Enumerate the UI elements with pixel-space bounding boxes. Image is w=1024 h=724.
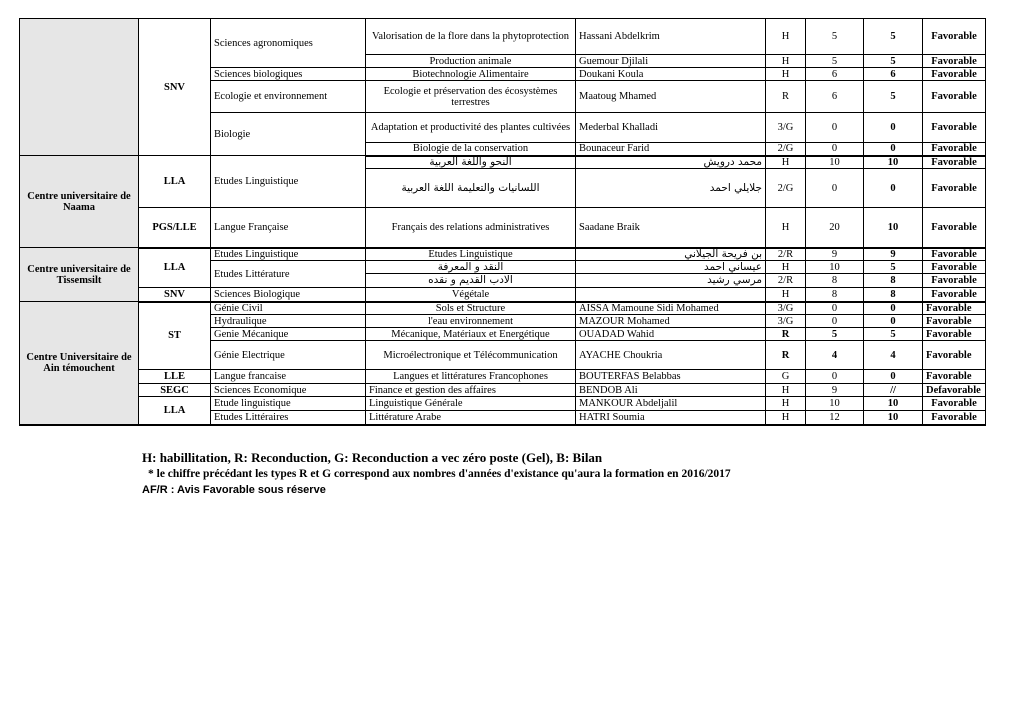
responsible-cell: HATRI Soumia [576, 411, 766, 425]
sector-cell: Etudes Littéraires [211, 411, 366, 425]
count-bold-cell: 0 [864, 143, 923, 156]
institution-cell-tissemsilt: Centre universitaire de Tissemsilt [20, 248, 139, 302]
avis-cell: Favorable [923, 169, 986, 208]
speciality-cell: Etudes Linguistique [366, 248, 576, 261]
avis-cell: Favorable [923, 411, 986, 425]
responsible-cell: Hassani Abdelkrim [576, 19, 766, 55]
type-cell: R [766, 328, 806, 341]
sector-cell: Etudes Linguistique [211, 248, 366, 261]
legend-note: * le chiffre précédant les types R et G correspond aux nombres d'années d'existance qu'aura la formation en 2016/2017 [148, 468, 731, 480]
avis-cell: Favorable [923, 113, 986, 143]
table-row [20, 370, 986, 384]
count-bold-cell: 10 [864, 156, 923, 169]
count-cell: 10 [806, 156, 864, 169]
avis-cell: Favorable [923, 370, 986, 384]
sector-cell: Sciences agronomiques [211, 19, 366, 68]
responsible-cell: Maatoug Mhamed [576, 81, 766, 113]
speciality-cell: Linguistique Générale [366, 397, 576, 411]
speciality-cell: Mécanique, Matériaux et Energétique [366, 328, 576, 341]
speciality-cell: Production animale [366, 55, 576, 68]
type-cell: 3/G [766, 113, 806, 143]
count-bold-cell: 4 [864, 341, 923, 370]
responsible-cell: عيساني احمد [576, 261, 766, 274]
type-cell: H [766, 55, 806, 68]
speciality-cell: Finance et gestion des affaires [366, 384, 576, 397]
sector-cell: Génie Civil [211, 302, 366, 315]
avis-cell: Favorable [923, 328, 986, 341]
count-cell: 6 [806, 81, 864, 113]
count-cell: 0 [806, 302, 864, 315]
count-bold-cell: 0 [864, 113, 923, 143]
type-cell: 3/G [766, 302, 806, 315]
sector-cell: Génie Electrique [211, 341, 366, 370]
speciality-cell: النقد و المعرفة [366, 261, 576, 274]
count-cell: 0 [806, 143, 864, 156]
count-bold-cell: 9 [864, 248, 923, 261]
count-bold-cell: 5 [864, 55, 923, 68]
institution-cell-ain-temouchent: Centre Universitaire de Ain témouchent [20, 302, 139, 425]
sector-cell: Sciences Biologique [211, 288, 366, 302]
domain-cell: LLA [139, 156, 211, 208]
responsible-cell: Mederbal Khalladi [576, 113, 766, 143]
count-cell: 10 [806, 261, 864, 274]
responsible-cell: محمد درويش [576, 156, 766, 169]
type-cell: H [766, 397, 806, 411]
type-cell: H [766, 384, 806, 397]
avis-cell: Favorable [923, 156, 986, 169]
count-bold-cell: 5 [864, 328, 923, 341]
count-cell: 0 [806, 315, 864, 328]
responsible-cell: Saadane Braik [576, 208, 766, 248]
responsible-cell: MANKOUR Abdeljalil [576, 397, 766, 411]
avis-cell: Favorable [923, 315, 986, 328]
type-cell: 2/G [766, 143, 806, 156]
responsible-cell: MAZOUR Mohamed [576, 315, 766, 328]
type-cell: H [766, 208, 806, 248]
avis-cell: Favorable [923, 274, 986, 288]
type-cell: H [766, 156, 806, 169]
count-bold-cell: 8 [864, 288, 923, 302]
speciality-cell: Ecologie et préservation des écosystèmes terrestres [366, 81, 576, 113]
count-cell: 0 [806, 169, 864, 208]
responsible-cell: بن فريحة الجيلاني [576, 248, 766, 261]
responsible-cell: BENDOB Ali [576, 384, 766, 397]
sector-cell: Ecologie et environnement [211, 81, 366, 113]
type-cell: R [766, 341, 806, 370]
type-cell: H [766, 261, 806, 274]
count-bold-cell: 0 [864, 302, 923, 315]
responsible-cell: Guemour Djilali [576, 55, 766, 68]
responsible-cell: OUADAD Wahid [576, 328, 766, 341]
speciality-cell: Biologie de la conservation [366, 143, 576, 156]
count-cell: 0 [806, 370, 864, 384]
responsible-cell: AISSA Mamoune Sidi Mohamed [576, 302, 766, 315]
table-row [20, 288, 986, 302]
avis-cell: Favorable [923, 341, 986, 370]
speciality-cell: Biotechnologie Alimentaire [366, 68, 576, 81]
speciality-cell: Langues et littératures Francophones [366, 370, 576, 384]
count-cell: 20 [806, 208, 864, 248]
sector-cell: Etudes Littérature [211, 261, 366, 288]
count-cell: 9 [806, 384, 864, 397]
domain-cell: SNV [139, 19, 211, 156]
speciality-cell: Adaptation et productivité des plantes cultivées [366, 113, 576, 143]
sector-cell: Genie Mécanique [211, 328, 366, 341]
speciality-cell: الادب القديم و نقده [366, 274, 576, 288]
table-row [20, 156, 986, 169]
sector-cell: Hydraulique [211, 315, 366, 328]
responsible-cell: Doukani Koula [576, 68, 766, 81]
speciality-cell: Littérature Arabe [366, 411, 576, 425]
count-bold-cell: 0 [864, 169, 923, 208]
table-row [20, 384, 986, 397]
domain-cell: SNV [139, 288, 211, 302]
avis-cell: Favorable [923, 68, 986, 81]
type-cell: H [766, 411, 806, 425]
institution-cell [20, 19, 139, 156]
domain-cell: LLA [139, 397, 211, 425]
count-bold-cell: 5 [864, 261, 923, 274]
count-bold-cell: 0 [864, 315, 923, 328]
domain-cell: PGS/LLE [139, 208, 211, 248]
table-row [20, 397, 986, 411]
speciality-cell: Français des relations administratives [366, 208, 576, 248]
count-cell: 4 [806, 341, 864, 370]
speciality-cell: l'eau environnement [366, 315, 576, 328]
responsible-cell: Bounaceur Farid [576, 143, 766, 156]
avis-cell: Favorable [923, 19, 986, 55]
responsible-cell: جلايلي احمد [576, 169, 766, 208]
avis-cell: Favorable [923, 288, 986, 302]
type-cell: 3/G [766, 315, 806, 328]
count-cell: 8 [806, 274, 864, 288]
count-cell: 10 [806, 397, 864, 411]
count-cell: 5 [806, 55, 864, 68]
responsible-cell [576, 288, 766, 302]
domain-cell: SEGC [139, 384, 211, 397]
speciality-cell: Sols et Structure [366, 302, 576, 315]
responsible-cell: مرسي رشيد [576, 274, 766, 288]
type-cell: G [766, 370, 806, 384]
type-cell: R [766, 81, 806, 113]
count-cell: 9 [806, 248, 864, 261]
table-row [20, 248, 986, 261]
count-bold-cell: 0 [864, 370, 923, 384]
formations-table [19, 18, 986, 426]
sector-cell: Langue Française [211, 208, 366, 248]
avis-cell: Favorable [923, 81, 986, 113]
count-cell: 6 [806, 68, 864, 81]
legend-afr: AF/R : Avis Favorable sous réserve [142, 484, 326, 496]
count-bold-cell: 5 [864, 19, 923, 55]
speciality-cell: النحو واللغة العربية [366, 156, 576, 169]
type-cell: H [766, 288, 806, 302]
domain-cell: LLA [139, 248, 211, 288]
speciality-cell: اللسانيات والتعليمة اللغة العربية [366, 169, 576, 208]
count-cell: 0 [806, 113, 864, 143]
type-cell: H [766, 19, 806, 55]
responsible-cell: BOUTERFAS Belabbas [576, 370, 766, 384]
sector-cell: Biologie [211, 113, 366, 156]
domain-cell: ST [139, 302, 211, 370]
type-cell: 2/G [766, 169, 806, 208]
table-row [20, 208, 986, 248]
type-cell: 2/R [766, 248, 806, 261]
count-cell: 5 [806, 328, 864, 341]
count-bold-cell: 5 [864, 81, 923, 113]
count-cell: 5 [806, 19, 864, 55]
type-cell: H [766, 68, 806, 81]
count-bold-cell: 6 [864, 68, 923, 81]
avis-cell: Favorable [923, 208, 986, 248]
count-bold-cell: 10 [864, 397, 923, 411]
legend-types: H: habillitation, R: Reconduction, G: Reconduction a vec zéro poste (Gel), B: Bilan [142, 450, 603, 465]
count-bold-cell: 8 [864, 274, 923, 288]
sector-cell: Sciences biologiques [211, 68, 366, 81]
avis-cell: Favorable [923, 248, 986, 261]
count-bold-cell: // [864, 384, 923, 397]
count-cell: 12 [806, 411, 864, 425]
domain-cell: LLE [139, 370, 211, 384]
speciality-cell: Végétale [366, 288, 576, 302]
count-cell: 8 [806, 288, 864, 302]
responsible-cell: AYACHE Choukria [576, 341, 766, 370]
type-cell: 2/R [766, 274, 806, 288]
avis-cell: Favorable [923, 261, 986, 274]
avis-cell: Favorable [923, 397, 986, 411]
sector-cell: Langue francaise [211, 370, 366, 384]
sector-cell: Etudes Linguistique [211, 156, 366, 208]
count-bold-cell: 10 [864, 208, 923, 248]
avis-cell: Favorable [923, 302, 986, 315]
sector-cell: Sciences Economique [211, 384, 366, 397]
institution-cell-naama: Centre universitaire de Naama [20, 156, 139, 248]
table-row [20, 302, 986, 315]
sector-cell: Etude linguistique [211, 397, 366, 411]
avis-cell: Defavorable [923, 384, 986, 397]
table-row [20, 19, 986, 55]
speciality-cell: Valorisation de la flore dans la phytoprotection [366, 19, 576, 55]
count-bold-cell: 10 [864, 411, 923, 425]
avis-cell: Favorable [923, 55, 986, 68]
speciality-cell: Microélectronique et Télécommunication [366, 341, 576, 370]
avis-cell: Favorable [923, 143, 986, 156]
